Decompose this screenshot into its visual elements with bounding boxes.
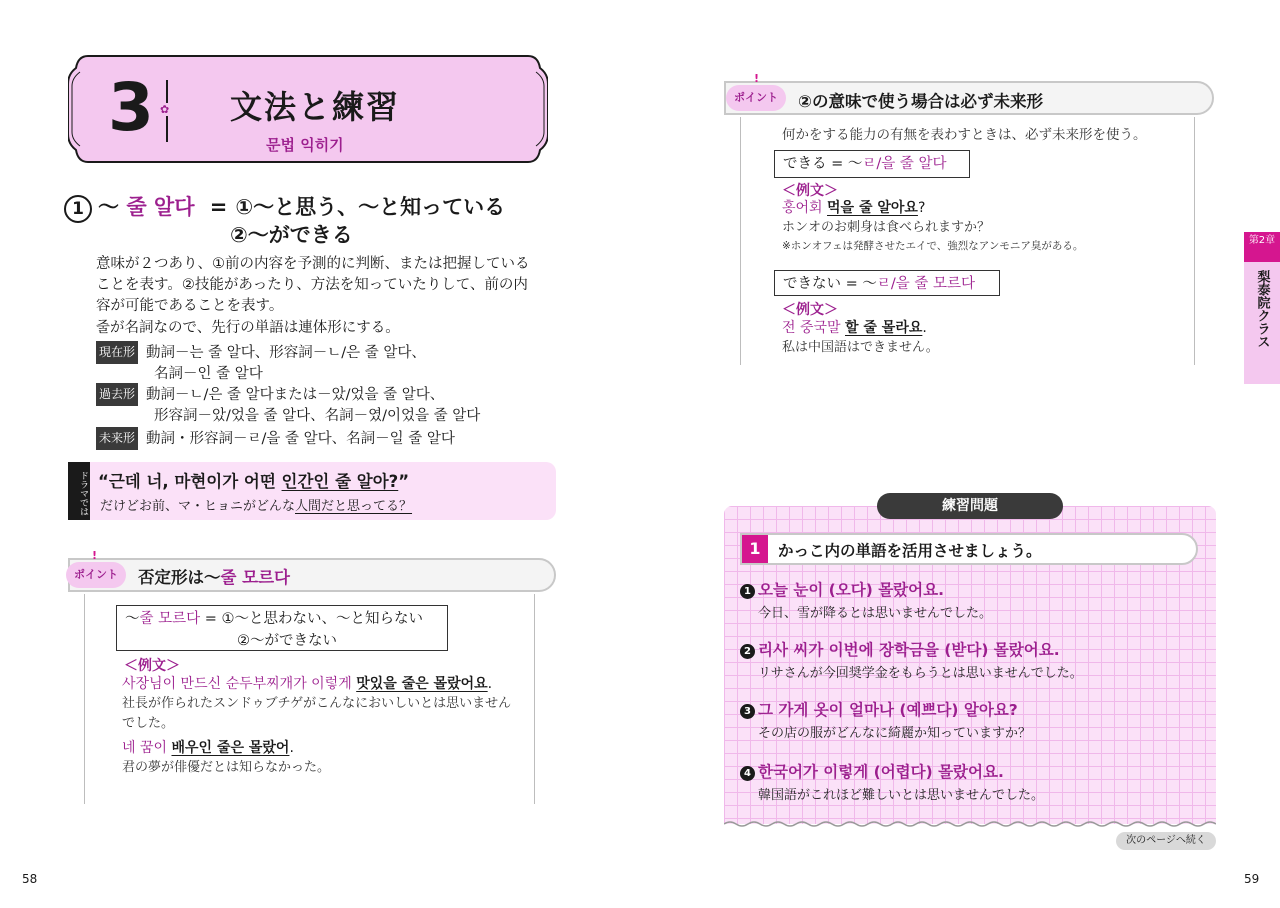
negative-form-box [116,605,448,651]
drama-quote [68,462,556,520]
tense-line: 動詞－ㄴ/은 줄 알다または－았/었을 줄 알다、 [146,387,445,403]
exclamation-icon: ! [92,549,98,562]
question-number: 1 [742,535,768,563]
practice-item-japanese: 韓国語がこれほど難しいとは思いませんでした。 [758,788,1045,803]
practice-item-korean [740,578,944,600]
grammar-meaning-1: ①～と思う、～と知っている [235,195,506,219]
example-ko-highlight: 할 줄 몰라요 [845,320,923,336]
tense-future [96,427,455,450]
cannot-form-box [774,270,1000,296]
grammar-explanation [96,254,566,317]
box-text: できない = ～ [783,276,877,292]
box-text: ～ [125,611,140,627]
example-label: ＜例文＞ [124,658,180,674]
drama-tab: ドラマでは [68,462,90,520]
item-ko-text: 그 가게 옷이 얼마나 (예쁘다) 알아요? [758,701,1018,719]
example-japanese: 君の夢が俳優だとは知らなかった。 [122,760,331,775]
guide-line [84,594,85,804]
example-japanese: でした。 [122,716,175,731]
example-ko-text: 홍어회 [782,200,828,216]
item-number: 2 [740,644,755,659]
tense-tag: 現在形 [96,341,138,364]
example-ko-text: 전 중국말 [782,320,845,336]
tense-tag: 未来形 [96,427,138,450]
example-label: ＜例文＞ [782,183,838,199]
equals-sign: = [209,195,228,219]
item-number: 3 [740,704,755,719]
grammar-note: 줄が名詞なので、先行の単語は連体形にする。 [96,320,400,336]
lesson-title: 文法と練習 [230,88,401,126]
practice-item-japanese: その店の服がどんなに綺麗か知っていますか？ [758,726,1032,741]
example-japanese: 私は中国語はできません。 [782,340,939,355]
point2-intro: 何かをする能力の有無を表わすときは、必ず未来形を使う。 [782,127,1147,143]
item-ko-text: 리사 씨가 이번에 장학금을 (받다) 몰랐어요. [758,641,1060,659]
box-text: ②～ができない [237,633,337,649]
example-korean [782,198,925,218]
drama-ko-text: ” [398,472,410,491]
tense-line: 形容詞－았/었을 줄 알다、名詞－였/이었을 줄 알다 [154,408,481,424]
drama-ja-text: だけどお前、マ・ヒョニがどんな [100,499,296,514]
example-japanese: 社長が作られたスンドゥブチゲがこんなにおいしいとは思いません [122,696,512,711]
drama-japanese [100,495,412,514]
point-label: ポイント [726,85,786,111]
tense-tag: 過去形 [96,383,138,406]
can-form-box [774,150,970,178]
example-label: ＜例文＞ [782,302,838,318]
point-label: ポイント [66,562,126,588]
tense-line: 動詞・形容詞－ㄹ/을 줄 알다、名詞－일 줄 알다 [146,431,455,447]
explanation-line: ことを表す。②技能があったり、方法を知っていたりして、前の内 [96,277,528,293]
grammar-number: 1 [64,195,92,223]
drama-ko-text: “근데 너, 마현이가 어떤 [98,472,282,491]
drama-ko-highlight: 인간인 줄 알아? [281,472,399,491]
example-japanese: ホンオのお刺身は食べられますか？ [782,220,991,235]
page-number-left: 58 [22,872,38,886]
tense-line: 動詞－는 줄 알다、形容詞－ㄴ/은 줄 알다、 [146,345,426,361]
grammar-meaning-2: ②～ができる [230,223,353,247]
box-text: できる = ～ [783,156,863,172]
drama-ja-highlight: 人間だと思ってる？ [295,499,413,514]
item-ko-text: 오늘 눈이 (오다) 몰랐어요. [758,581,944,599]
guide-line [534,594,535,804]
box-highlight: ㄹ/을 줄 알다 [862,156,947,172]
example-ko-text: . [289,740,294,756]
guide-line [740,117,741,365]
lesson-number: 3 [108,69,154,146]
practice-item-japanese: リサさんが今回奨学金をもらうとは思いませんでした。 [758,666,1083,681]
item-number: 1 [740,584,755,599]
practice-item-japanese: 今日、雪が降るとは思いませんでした。 [758,606,993,621]
grammar-heading [64,192,505,223]
page-number-right: 59 [1244,872,1260,886]
example-ko-text: 사장님이 만드신 순두부찌개가 이렇게 [122,676,357,692]
tense-present [96,341,426,385]
point-title-text: 否定形は～ [138,568,221,587]
chapter-title: 梨泰院クラス [1254,270,1270,348]
point-title-future: ②の意味で使う場合は必ず未来形 [798,92,1043,111]
practice-item-korean [740,760,1004,782]
example-ko-text: . [487,676,493,692]
practice-item-korean [740,698,1018,720]
box-text: = ①～と思わない、～と知らない [200,611,424,627]
question-text: かっこ内の単語を活用させましょう。 [778,542,1042,560]
drama-korean [98,468,409,492]
practice-title: 練習問題 [877,493,1063,519]
explanation-line: 意味が２つあり、①前の内容を予測的に判断、または把握している [96,256,530,272]
point-title-highlight: 줄 모르다 [220,568,291,587]
example-ko-highlight: 맛있을 줄은 몰랐어요 [356,676,488,692]
tense-past [96,383,480,427]
example-korean [122,674,492,694]
tense-line: 名詞－인 줄 알다 [154,366,263,382]
box-highlight: 줄 모르다 [139,611,201,627]
example-ko-text: . [922,320,927,336]
chapter-side-tab [1244,232,1280,384]
next-page-badge: 次のページへ続く [1116,832,1216,850]
item-number: 4 [740,766,755,781]
example-ko-highlight: 배우인 줄은 몰랐어 [171,740,290,756]
example-korean [122,738,294,758]
grammar-pattern: 줄 알다 [126,195,195,219]
chapter-number: 第2章 [1244,232,1280,262]
example-ko-text: 네 꿈이 [122,740,172,756]
question-bar [740,533,1198,565]
example-korean [782,318,927,338]
item-ko-text: 한국어가 이렇게 (어렵다) 몰랐어요. [758,763,1004,781]
example-note: ※ホンオフェは発酵させたエイで、強烈なアンモニア臭がある。 [782,240,1084,252]
example-ko-text: ? [917,200,926,216]
lesson-header [68,54,548,164]
flower-icon: ✿ [160,103,170,116]
box-highlight: ㄹ/을 줄 모르다 [876,276,976,292]
explanation-line: 容が可能であることを表す。 [96,298,284,314]
lesson-subtitle: 문법 익히기 [266,136,344,154]
pattern-prefix: ～ [98,195,127,219]
practice-item-korean [740,638,1060,660]
exclamation-icon: ! [754,72,760,85]
point-title-negative [138,564,290,588]
guide-line [1194,117,1195,365]
example-ko-highlight: 먹을 줄 알아요 [827,200,918,216]
